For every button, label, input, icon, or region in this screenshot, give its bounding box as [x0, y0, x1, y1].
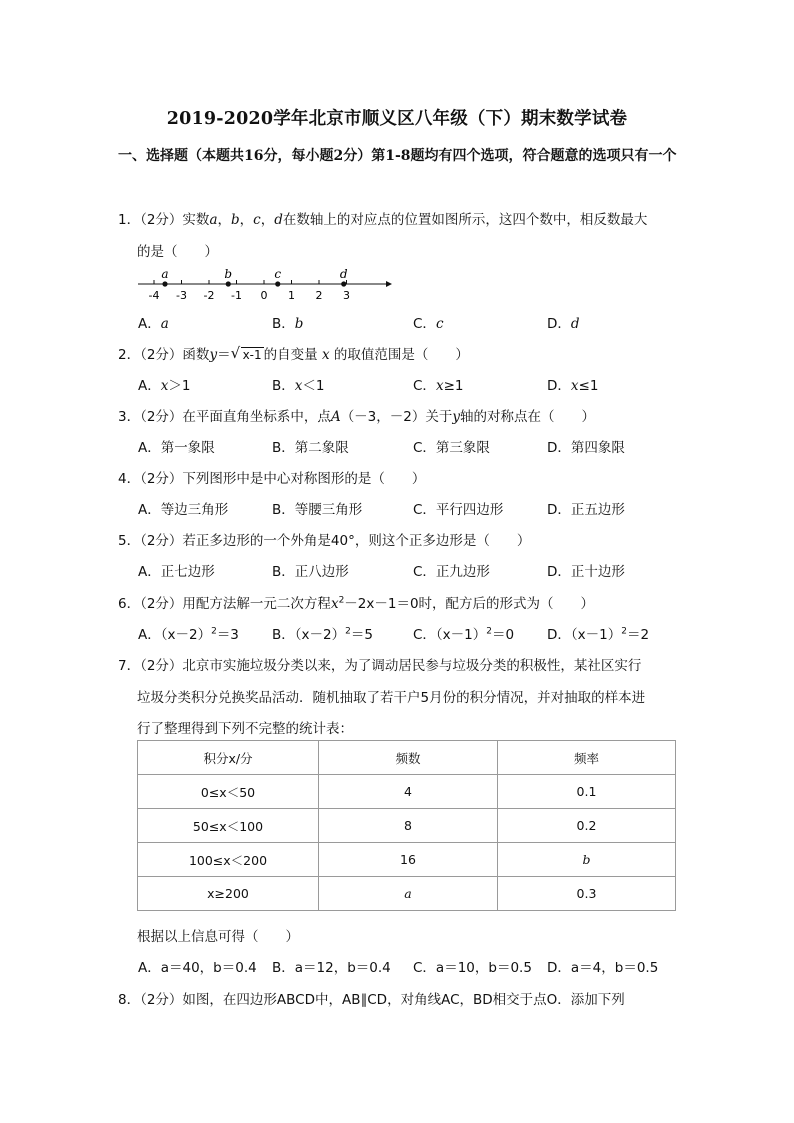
question-7-line-1: 7．（2分）北京市实施垃圾分类以来，为了调动居民参与垃圾分类的积极性，某社区实行 — [118, 658, 642, 674]
q4-option-d[interactable]: D．正五边形 — [547, 502, 625, 518]
table-cell: 16 — [319, 843, 498, 877]
q2-option-b[interactable]: B．x＜1 — [272, 378, 325, 394]
table-cell: 0.2 — [498, 809, 676, 843]
q6-option-c[interactable]: C．$(x-1)^2=0$ — [413, 626, 515, 643]
table-row — [138, 809, 676, 843]
q6-option-d[interactable]: D．$(x-1)^2=2$ — [547, 626, 650, 643]
q5-option-b[interactable]: B．正八边形 — [272, 564, 349, 580]
table-cell: b — [498, 843, 676, 877]
q5-option-c[interactable]: C．正九边形 — [413, 564, 490, 580]
number-line-point-label: c — [274, 267, 282, 281]
q4-option-b[interactable]: B．等腰三角形 — [272, 502, 363, 518]
question-4-stem: 4．（2分）下列图形中是中心对称图形的是（ ） — [118, 471, 426, 487]
table-cell: 0.3 — [498, 877, 676, 911]
frequency-table — [137, 740, 676, 911]
number-line-arrow — [386, 281, 392, 287]
q7-option-a[interactable]: A．a＝40，b＝0.4 — [138, 960, 257, 976]
q3-option-d[interactable]: D．第四象限 — [547, 440, 625, 456]
section-heading: 一、选择题（本题共16分，每小题2分）第1-8题均有四个选项，符合题意的选项只有一个 — [118, 148, 677, 164]
number-line-point — [226, 281, 231, 286]
question-1-stem: 1．（2分）实数a，b，c，d在数轴上的对应点的位置如图所示，这四个数中，相反数最大 — [118, 212, 648, 228]
number-line-tick-label: -2 — [203, 289, 215, 302]
q7-option-b[interactable]: B．a＝12，b＝0.4 — [272, 960, 391, 976]
number-line-tick-label: -4 — [148, 289, 160, 302]
q1-option-b[interactable]: B．b — [272, 316, 304, 332]
number-line-tick-label: 3 — [343, 289, 350, 302]
q6-option-b[interactable]: B．$(x-2)^2=5$ — [272, 626, 373, 643]
question-7-line-2: 垃圾分类积分兑换奖品活动．随机抽取了若干户5月份的积分情况，并对抽取的样本进 — [137, 690, 646, 706]
q7-option-c[interactable]: C．a＝10，b＝0.5 — [413, 960, 532, 976]
number-line-point-label: b — [224, 267, 233, 281]
table-header-row — [138, 741, 676, 775]
q3-option-a[interactable]: A．第一象限 — [138, 440, 215, 456]
number-line-tick-label: -1 — [231, 289, 242, 302]
question-6-stem: 6．（2分）用配方法解一元二次方程$x^2-2x-1=0$时，配方后的形式为（ ） — [118, 595, 595, 612]
sqrt-expression: √ x-1 — [230, 344, 262, 362]
table-row — [138, 843, 676, 877]
question-2-stem: 2．（2分）函数y＝ √ x-1 的自变量 x 的取值范围是（ ） — [118, 344, 469, 363]
q6-option-a[interactable]: A．$(x-2)^2=3$ — [138, 626, 239, 643]
number-line-tick-label: 2 — [315, 289, 323, 302]
q7-option-d[interactable]: D．a＝4，b＝0.5 — [547, 960, 659, 976]
q5-option-d[interactable]: D．正十边形 — [547, 564, 625, 580]
number-line-tick-label: 0 — [260, 289, 268, 302]
page-title: 2019-2020学年北京市顺义区八年级（下）期末数学试卷 — [166, 109, 628, 129]
q4-option-c[interactable]: C．平行四边形 — [413, 502, 504, 518]
table-cell: 100≤x＜200 — [138, 843, 319, 877]
q4-option-a[interactable]: A．等边三角形 — [138, 502, 229, 518]
table-header-cell: 频率 — [498, 741, 676, 775]
q1-option-d[interactable]: D．d — [547, 316, 580, 332]
q3-option-c[interactable]: C．第三象限 — [413, 440, 490, 456]
q3-option-b[interactable]: B．第二象限 — [272, 440, 349, 456]
question-8-line-1: 8．（2分）如图，在四边形ABCD中，AB∥CD，对角线AC，BD相交于点O．添加下列 — [118, 992, 625, 1008]
number-line-figure — [136, 262, 396, 304]
q2-option-c[interactable]: C．x≥1 — [413, 378, 464, 394]
q2-option-d[interactable]: D．x≤1 — [547, 378, 599, 394]
q2-option-a[interactable]: A．x＞1 — [138, 378, 191, 394]
number-line-tick-label: -3 — [176, 289, 187, 302]
table-cell: a — [319, 877, 498, 911]
table-cell: 4 — [319, 775, 498, 809]
q1-option-c[interactable]: C．c — [413, 316, 444, 332]
question-7-after: 根据以上信息可得（ ） — [137, 929, 299, 945]
table-cell: 50≤x＜100 — [138, 809, 319, 843]
question-3-stem: 3．（2分）在平面直角坐标系中，点A（－3，－2）关于y轴的对称点在（ ） — [118, 409, 596, 425]
table-cell: 8 — [319, 809, 498, 843]
question-5-stem: 5．（2分）若正多边形的一个外角是40°，则这个正多边形是（ ） — [118, 533, 531, 549]
number-line-point — [341, 281, 346, 286]
q1-option-a[interactable]: A．a — [138, 316, 169, 332]
table-header-cell: 频数 — [319, 741, 498, 775]
table-cell: 0≤x＜50 — [138, 775, 319, 809]
number-line-point-label: a — [161, 267, 169, 281]
table-cell: 0.1 — [498, 775, 676, 809]
table-row — [138, 877, 676, 911]
number-line-point-label: d — [339, 267, 348, 281]
q5-option-a[interactable]: A．正七边形 — [138, 564, 215, 580]
table-row — [138, 775, 676, 809]
number-line-ticks — [149, 280, 350, 302]
number-line-point — [162, 281, 167, 286]
number-line-tick-label: 1 — [288, 289, 295, 302]
question-7-line-3: 行了整理得到下列不完整的统计表： — [137, 721, 353, 737]
table-cell: x≥200 — [138, 877, 319, 911]
question-1-stem-cont: 的是（ ） — [137, 244, 218, 260]
number-line-point — [275, 281, 280, 286]
table-header-cell: 积分x/分 — [138, 741, 319, 775]
